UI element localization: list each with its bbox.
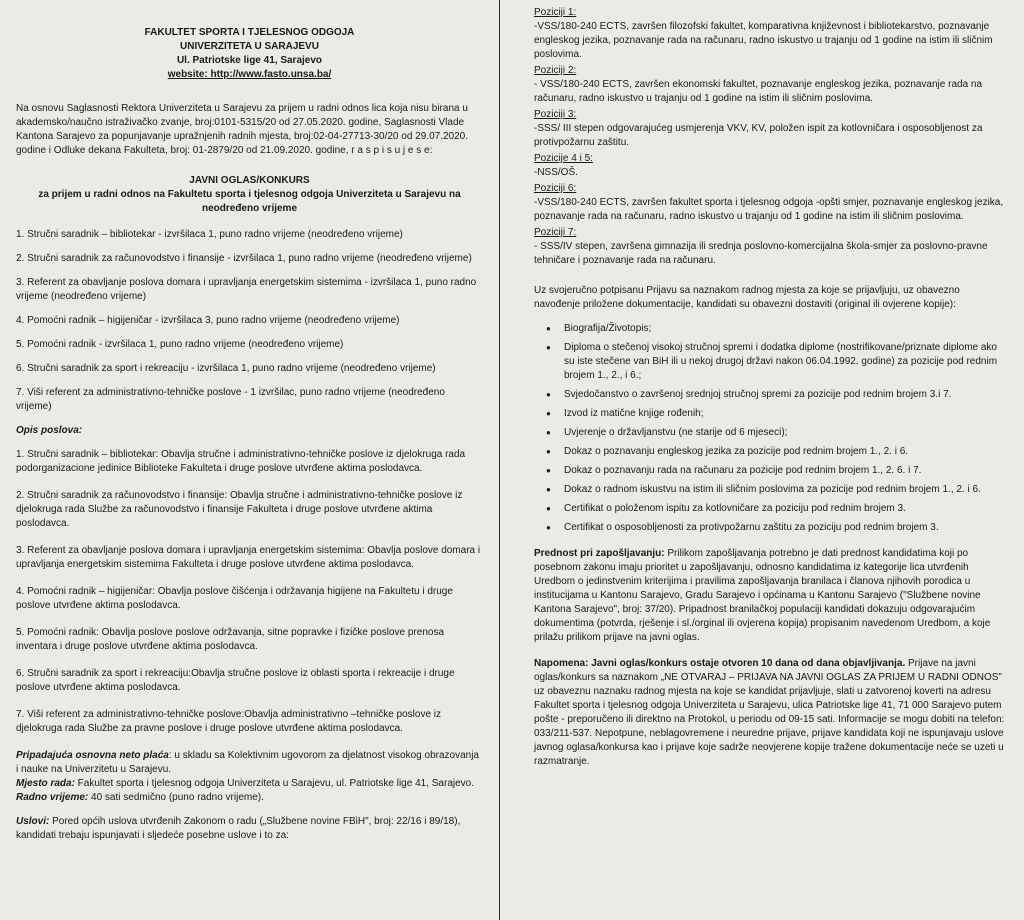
requirement-label: Poziciji 3:: [534, 109, 577, 120]
workplace-text: Fakultet sporta i tjelesnog odgoja Univerziteta u Sarajevu, ul. Patriotske lige 41, Sarajevo.: [74, 778, 475, 789]
document-item: ● Diploma o stečenoj visokoj stručnoj spremi i dodatka diplome (nostrifikovane/priznate diplome ako su iste stečene van BiH ili u nekoj drugoj državi nakon 06.04.1992. godine) za pozicije pod rednim brojem 1., 2., i 6.;: [564, 341, 1008, 383]
workplace-label: Mjesto rada:: [16, 778, 75, 789]
requirement-label: Poziciji 1:: [534, 7, 577, 18]
position-item: 1. Stručni saradnik – bibliotekar - izvršilaca 1, puno radno vrijeme (neodređeno vrijeme): [16, 229, 403, 240]
requirement-text: -NSS/OŠ.: [534, 167, 578, 178]
masthead-website[interactable]: website: http://www.fasto.unsa.ba/: [167, 69, 332, 80]
intro-paragraph: Na osnovu Saglasnosti Rektora Univerziteta u Sarajevu za prijem u radni odnos lica koja nisu birana u akademsko/naučno istraživačko zvanje, broj:0101-5315/20 od 27.05.2020. godine, Saglasnosti Vlade Kantona Sarajevo za popunjavanje upražnjenih radnih mjesta, broj:02-04-27713-30/20 od 29.07.2020. godine i Odluke dekana Fakulteta, broj: 01-2879/20 od 21.09.2020. godine, r a s p i s u j e s e:: [16, 103, 468, 156]
document-item: ● Certifikat o osposobljenosti za protivpožarnu zaštitu za poziciju pod rednim brojem 3.: [564, 521, 1008, 535]
job-description: 1. Stručni saradnik – bibliotekar: Obavlja stručne i administrativno-tehničke poslove iz djelokruga rada podorganizacione jedinice Biblioteke Fakulteta i druge poslove utvrđene aktima poslodavca.: [16, 449, 466, 474]
conditions-info: [16, 815, 483, 843]
document-item: ● Dokaz o radnom iskustvu na istim ili sličnim poslovima za pozicije pod rednim brojem 1., 2. i 6.: [564, 483, 1008, 497]
requirement-label: Poziciji 7:: [534, 227, 577, 238]
job-description: 2. Stručni saradnik za računovodstvo i finansije: Obavlja stručne i administrativno-tehničke poslove iz djelokruga rada Službe za računovodstvo i finansije Fakulteta i druge poslove utvrđene aktima poslodavca.: [16, 490, 463, 529]
working-hours-label: Radno vrijeme:: [16, 792, 89, 803]
requirement-text: -VSS/180-240 ECTS, završen fakultet sporta i tjelesnog odgoja -opšti smjer, poznavanje engleskog jezika, poznavanje rada na računaru, radno iskustvo u trajanju od 1 godine na istim ili sličnim poslovima.: [534, 197, 1004, 222]
announcement-title: [16, 174, 483, 216]
working-hours-info: [16, 791, 483, 805]
workplace-info: [16, 777, 483, 791]
masthead-university: UNIVERZITETA U SARAJEVU: [180, 41, 319, 52]
requirement-label: Poziciji 6:: [534, 183, 577, 194]
working-hours-text: 40 sati sedmično (puno radno vrijeme).: [88, 792, 264, 803]
employment-terms: [16, 749, 483, 843]
document-item: ● Uvjerenje o državljanstvu (ne starije od 6 mjeseci);: [564, 426, 1008, 440]
position-item: 2. Stručni saradnik za računovodstvo i finansije - izvršilaca 1, puno radno vrijeme (neodređeno vrijeme): [16, 253, 472, 264]
position-list: [16, 228, 483, 414]
requirements-list: [534, 6, 1008, 268]
conditions-label: Uslovi:: [16, 816, 50, 827]
announcement-title-sub: za prijem u radni odnos na Fakultetu sporta i tjelesnog odgoja Univerziteta u Sarajevu na neodređeno vrijeme: [38, 189, 461, 214]
note-text: Prijave na javni oglas/konkurs sa naznakom „NE OTVARAJ – PRIJAVA NA JAVNI OGLAS ZA PRIJEM U RADNI ODNOS" uz obaveznu naznaku radnog mjesta na koje se kandidat prijavljuje, slati u zatvorenoj koverti na adresu Fakultet sporta i tjelesnog odgoja Univerziteta u Sarajevu, ulica Patriotske lige 41, 71 000 Sarajevo putem pošte - preporučeno ili direktno na Protokol, u periodu od 09-15 sati. Informacije se mogu dobiti na telefon: 033/211-537. Nepotpune, neblagovremene i neuredne prijave, prijave kandidata koji ne ispunjavaju uslove javnog oglasa/konkursa kao i prijave koje sadrže neovjerene kopije tražene dokumentacije neće se uzeti u razmatranje.: [534, 658, 1005, 767]
documents-list: [534, 322, 1008, 535]
requirement-text: -VSS/180-240 ECTS, završen filozofski fakultet, komparativna književnost i bibliotekarstvo, poznavanje engleskog jezika, poznavanje rada na računaru, radno iskustvo u trajanju od 1 godine na istim ili sličnim poslovima.: [534, 21, 993, 60]
requirement-text: - VSS/180-240 ECTS, završen ekonomski fakultet, poznavanje engleskog jezika, poznavanje rada na računaru, radno iskustvo u trajanju od 1 godine na istim ili sličnim poslovima.: [534, 79, 983, 104]
masthead-address: Ul. Patriotske lige 41, Sarajevo: [176, 55, 323, 66]
job-description: 4. Pomoćni radnik – higijeničar: Obavlja poslove čišćenja i održavanja higijene na Fakultetu i druge poslove utvrđene aktima poslodavca.: [16, 586, 453, 611]
position-item: 5. Pomoćni radnik - izvršilaca 1, puno radno vrijeme (neodređeno vrijeme): [16, 339, 344, 350]
note-label: Napomena: Javni oglas/konkurs ostaje otvoren 10 dana od dana objavljivanja.: [534, 658, 906, 669]
document-item: ● Biografija/Životopis;: [564, 322, 1008, 336]
left-column: [0, 0, 500, 920]
salary-text: : u skladu sa Kolektivnim ugovorom za djelatnost visokog obrazovanja i nauke na Univerzitetu u Sarajevu.: [16, 750, 479, 775]
position-item: 7. Viši referent za administrativno-tehničke poslove - 1 izvršilac, puno radno vrijeme (neodređeno vrijeme): [16, 387, 445, 412]
document-item: ● Certifikat o položenom ispitu za kotlovničare za poziciju pod rednim brojem 3.: [564, 502, 1008, 516]
requirement-label: Poziciji 2:: [534, 65, 577, 76]
document-item: ● Izvod iz matične knjige rođenih;: [564, 407, 1008, 421]
masthead-faculty: FAKULTET SPORTA I TJELESNOG ODGOJA: [144, 27, 355, 38]
job-description: 6. Stručni saradnik za sport i rekreaciju:Obavlja stručne poslove iz oblasti sporta i rekreacije i druge poslove utvrđene aktima poslodavca.: [16, 668, 455, 693]
priority-text: Prilikom zapošljavanja potrebno je dati prednost kandidatima koji po posebnom zakonu imaju prioritet u zapošljavanju, odnosno kandidatima iz kategorije lica utvrđenih Uredbom o jedinstvenim kriterijima i pravilima zapošljavanja branilaca i članova njihovih porodica u institucijama u Kantonu Sarajevo, Gradu Sarajevo i općinama u Kantonu Sarajevo ("Službene novine Kantona Sarajevo", broj: 37/20). Pripadnost branilačkoj populaciji kandidati dokazuju odgovarajućim dokumentima (potvrda, rješenje i sl./orginal ili ovjerena kopija) propisanim navedenom Uredbom, a koje prilažu prilikom prijave na javni oglas.: [534, 548, 991, 643]
position-item: 4. Pomoćni radnik – higijeničar - izvršilaca 3, puno radno vrijeme (neodređeno vrijeme): [16, 315, 400, 326]
right-column: [510, 0, 1016, 920]
requirement-label: Pozicije 4 i 5:: [534, 153, 593, 164]
priority-label: Prednost pri zapošljavanju:: [534, 548, 665, 559]
requirement-text: - SSS/IV stepen, završena gimnazija ili srednja poslovno-komercijalna škola-smjer za poslovno-pravne tehničare i poznavanje rada na računaru.: [534, 241, 988, 266]
announcement-title-main: JAVNI OGLAS/KONKURS: [189, 175, 310, 186]
documents-intro: Uz svojeručno potpisanu Prijavu sa naznakom radnog mjesta za koje se prijavljuju, uz obavezno navođenje priložene dokumentacije, kandidati su obavezni dostaviti (original ili ovjerene kopije):: [534, 285, 960, 310]
masthead: [16, 26, 483, 82]
salary-info: [16, 749, 483, 777]
salary-label: Pripadajuća osnovna neto plaća: [16, 750, 169, 761]
position-item: 3. Referent za obavljanje poslova domara i upravljanja energetskim sistemima - izvršilaca 1, puno radno vrijeme (neodređeno vrijeme): [16, 277, 477, 302]
note-paragraph: [534, 657, 1008, 769]
position-item: 6. Stručni saradnik za sport i rekreaciju - izvršilaca 1, puno radno vrijeme (neodređeno vrijeme): [16, 363, 436, 374]
job-description-heading: Opis poslova:: [16, 425, 83, 436]
priority-paragraph: [534, 547, 1008, 645]
document-item: ● Dokaz o poznavanju engleskog jezika za pozicije pod rednim brojem 1., 2. i 6.: [564, 445, 1008, 459]
job-description: 7. Viši referent za administrativno-tehničke poslove:Obavlja administrativno –tehničke poslove iz djelokruga rada Službe za pravne poslove i druge poslove utvrđene aktima poslodavca.: [16, 709, 442, 734]
document-item: ● Svjedočanstvo o završenoj srednjoj stručnoj spremi za pozicije pod rednim brojem 3.i 7.: [564, 388, 1008, 402]
requirement-text: -SSS/ III stepen odgovarajućeg usmjerenja VKV, KV, položen ispit za kotlovničara i osposobljenost za protivpožarnu zaštitu.: [534, 123, 983, 148]
job-description: 5. Pomoćni radnik: Obavlja poslove poslove održavanja, sitne popravke i fizičke poslove prenosa inventara i druge poslove utvrđene aktima poslodavca.: [16, 627, 445, 652]
conditions-text: Pored općih uslova utvrđenih Zakonom o radu („Službene novine FBiH", broj: 22/16 i 89/18), kandidati trebaju ispunjavati i sljedeće posebne uslove i to za:: [16, 816, 461, 841]
job-description: 3. Referent za obavljanje poslova domara i upravljanja energetskim sistemima: Obavlja poslove domara i upravljanja energetskim sistemima Fakulteta i druge poslove utvrđene aktima poslodavca.: [16, 545, 481, 570]
document-item: ● Dokaz o poznavanju rada na računaru za pozicije pod rednim brojem 1., 2. 6. i 7.: [564, 464, 1008, 478]
